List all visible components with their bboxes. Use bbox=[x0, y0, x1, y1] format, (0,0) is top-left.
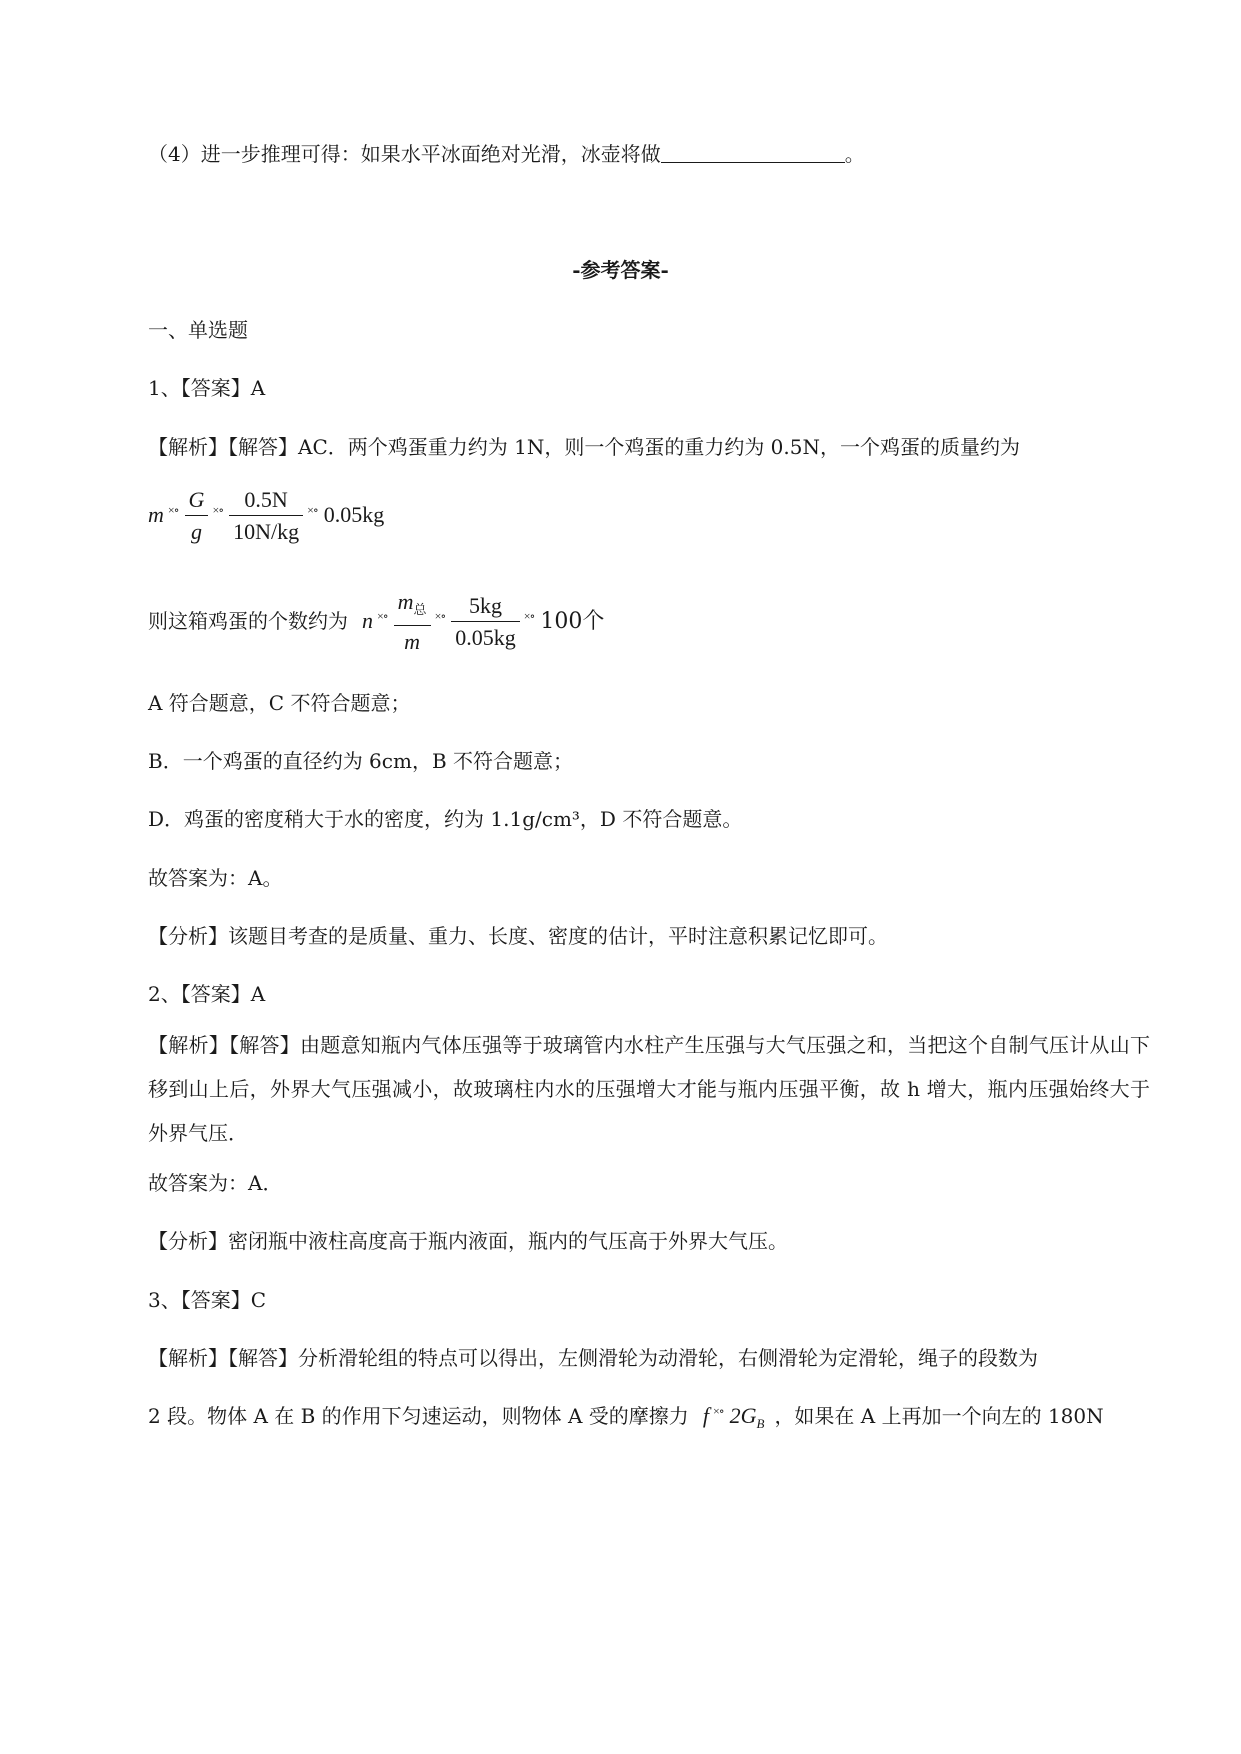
answer-1-line-b: B．一个鸡蛋的直径约为 6cm，B 不符合题意； bbox=[148, 749, 573, 773]
fraction-denominator: 10N/kg bbox=[233, 519, 300, 545]
fraction-numerator: 0.5N bbox=[229, 485, 303, 516]
answer-1-line-a: A 符合题意，C 不符合题意； bbox=[148, 691, 411, 715]
fraction-numerator: 5kg bbox=[451, 591, 520, 622]
equals-glyph: ×∘ bbox=[712, 1404, 724, 1418]
answer-1-head: 1、【答案】A bbox=[148, 376, 266, 400]
fraction-values bbox=[229, 485, 303, 548]
answer-2-analysis: 【解析】【解答】由题意知瓶内气体压强等于玻璃管内水柱产生压强与大气压强之和，当把这个自制气压计从山下移到山上后，外界大气压强减小，故玻璃柱内水的压强增大才能与瓶内压强平衡，故 h 增大，瓶内压强始终大于外界气压． bbox=[148, 1033, 1150, 1145]
fraction-g-over-g bbox=[185, 485, 209, 548]
question-4-end: 。 bbox=[844, 142, 865, 166]
equals-glyph: ×∘ bbox=[167, 503, 179, 517]
answer-1-analysis: 【解析】【解答】AC．两个鸡蛋重力约为 1N，则一个鸡蛋的重力约为 0.5N，一个鸡蛋的质量约为 bbox=[148, 435, 1020, 459]
fraction-numerator: G bbox=[185, 485, 209, 516]
answer-1-summary: 【分析】该题目考查的是质量、重力、长度、密度的估计，平时注意积累记忆即可。 bbox=[148, 924, 888, 948]
answer-3-analysis-text: 2 段。物体 A 在 B 的作用下匀速运动，则物体 A 受的摩擦力 bbox=[148, 1404, 689, 1428]
formula-mass-result: 0.05kg bbox=[323, 502, 385, 527]
equals-glyph: ×∘ bbox=[212, 503, 224, 517]
question-4-text: （4）进一步推理可得：如果水平冰面绝对光滑，冰壶将做 bbox=[148, 142, 661, 166]
formula-count-prefix: 则这箱鸡蛋的个数约为 bbox=[148, 609, 348, 633]
answer-3-head: 3、【答案】C bbox=[148, 1288, 267, 1312]
answer-title: -参考答案- bbox=[572, 258, 669, 282]
answer-1-conclusion: 故答案为：A。 bbox=[148, 866, 283, 890]
answer-blank[interactable] bbox=[661, 142, 845, 163]
fraction-denominator: m bbox=[404, 629, 421, 655]
friction-formula-lhs: f bbox=[702, 1403, 709, 1428]
equals-glyph: ×∘ bbox=[307, 503, 318, 517]
answer-1-line-d: D．鸡蛋的密度稍大于水的密度，约为 1.1g/cm³，D 不符合题意。 bbox=[148, 807, 743, 831]
friction-formula-rhs: 2G bbox=[729, 1403, 757, 1428]
friction-formula bbox=[702, 1403, 765, 1431]
formula-count-result: 100个 bbox=[540, 609, 605, 634]
question-4 bbox=[148, 140, 865, 168]
formula-mass bbox=[148, 480, 384, 548]
fraction-denominator: 0.05kg bbox=[455, 625, 516, 651]
equals-glyph: ×∘ bbox=[377, 609, 388, 623]
answer-3-analysis-line-1: 【解析】【解答】分析滑轮组的特点可以得出，左侧滑轮为动滑轮，右侧滑轮为定滑轮，绳子的段数为 bbox=[148, 1346, 1038, 1370]
fraction-m-total-over-m bbox=[394, 587, 431, 658]
formula-count-lhs: n bbox=[362, 608, 373, 633]
answer-2-head: 2、【答案】A bbox=[148, 982, 266, 1006]
fraction-numerator bbox=[394, 587, 431, 626]
friction-formula-sub: B bbox=[756, 1416, 765, 1431]
fraction-numerator-var: m bbox=[397, 589, 414, 615]
formula-mass-lhs: m bbox=[148, 502, 164, 527]
section-heading: 一、单选题 bbox=[148, 318, 248, 342]
equals-glyph: ×∘ bbox=[434, 609, 446, 623]
equals-glyph: ×∘ bbox=[523, 609, 535, 623]
fraction-numerator-sub: 总 bbox=[413, 602, 427, 618]
formula-count bbox=[148, 586, 604, 658]
answer-3-analysis-line-2 bbox=[148, 1393, 1104, 1442]
answer-2-summary: 【分析】密闭瓶中液柱高度高于瓶内液面，瓶内的气压高于外界大气压。 bbox=[148, 1229, 788, 1253]
answer-2-conclusion: 故答案为：A． bbox=[148, 1171, 283, 1195]
fraction-denominator: g bbox=[190, 519, 202, 545]
answer-3-analysis-tail: ，如果在 A 上再加一个向左的 180N bbox=[774, 1404, 1104, 1428]
fraction-values bbox=[451, 591, 520, 654]
